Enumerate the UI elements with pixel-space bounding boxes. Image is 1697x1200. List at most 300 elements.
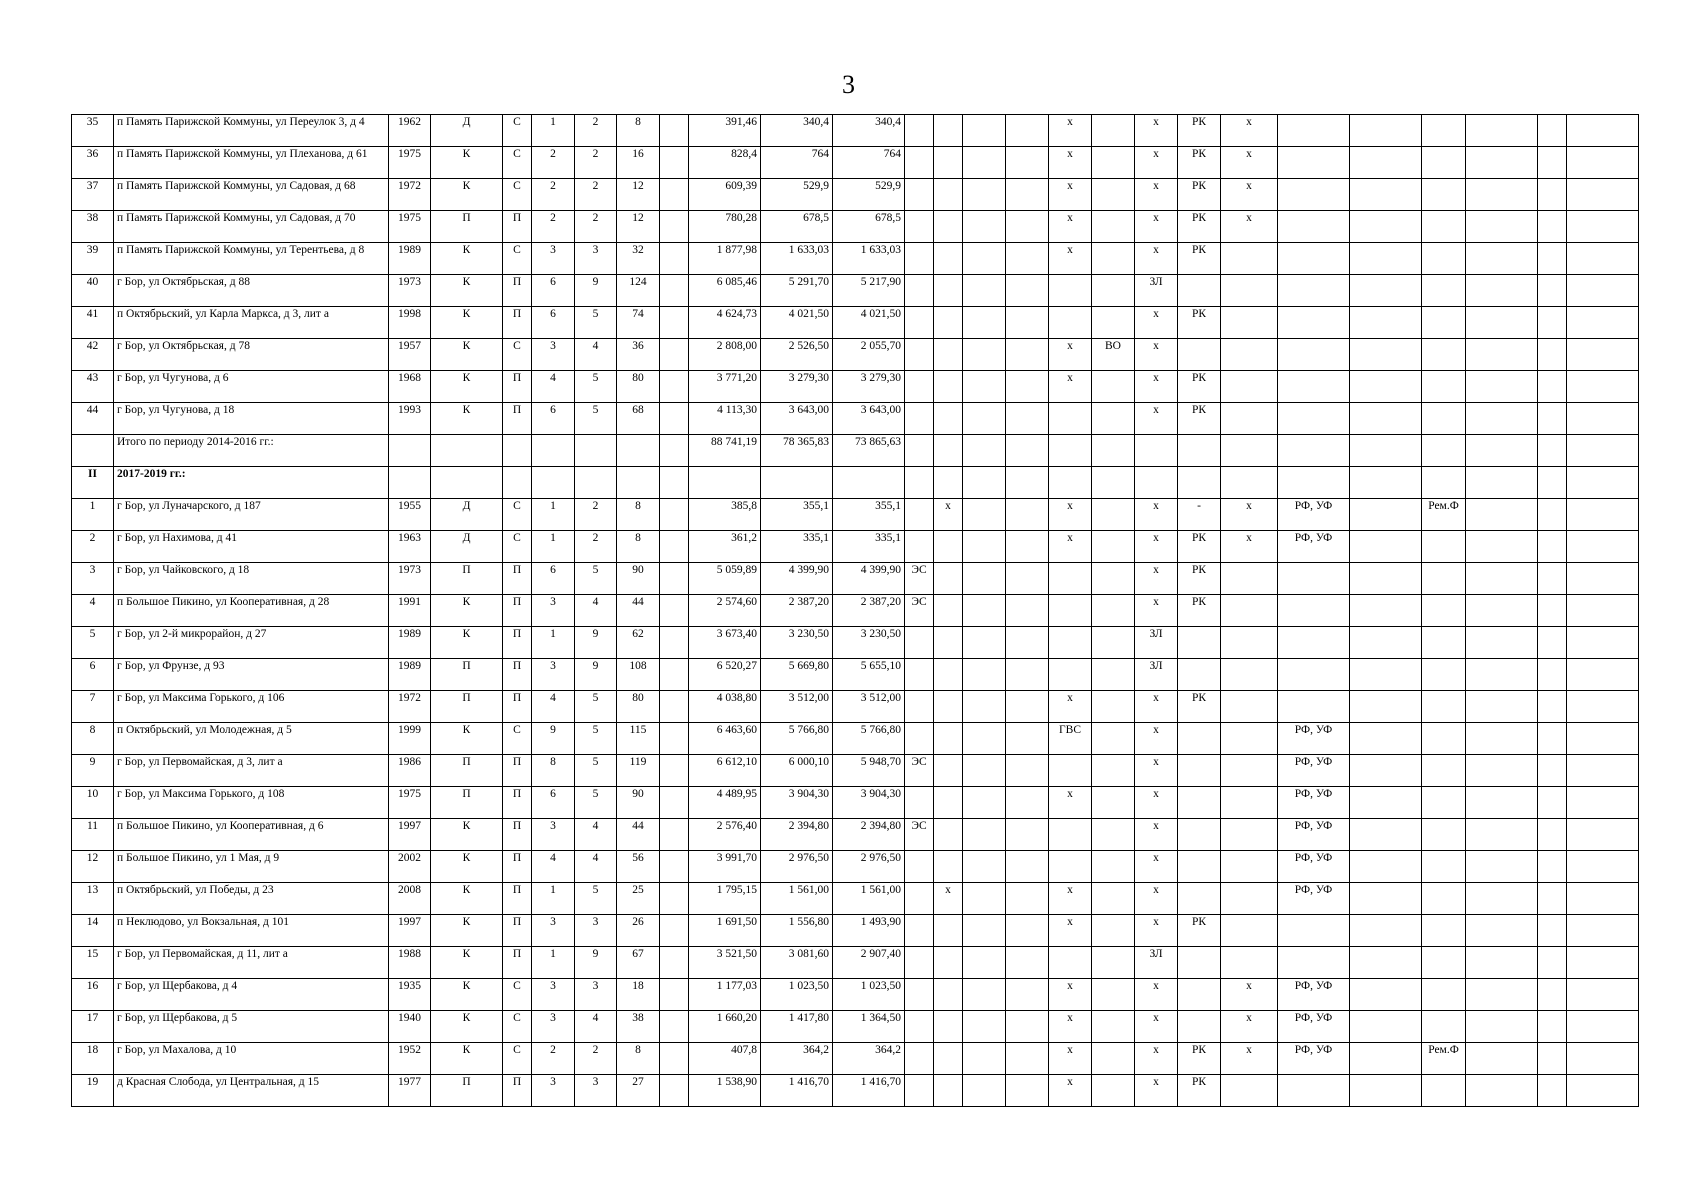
table-cell xyxy=(1538,179,1567,211)
address-cell: п Большое Пикино, ул Кооперативная, д 28 xyxy=(114,595,389,627)
table-cell xyxy=(1350,659,1422,691)
table-cell: х xyxy=(1049,1011,1092,1043)
table-cell: 1 561,00 xyxy=(761,883,833,915)
table-row xyxy=(72,627,1639,659)
table-cell: 5 655,10 xyxy=(833,659,905,691)
table-cell xyxy=(1178,787,1221,819)
table-cell: 16 xyxy=(72,979,114,1011)
table-cell xyxy=(1221,755,1278,787)
table-cell xyxy=(1567,691,1639,723)
table-cell xyxy=(963,563,1006,595)
table-cell xyxy=(660,531,689,563)
table-cell: 5 xyxy=(575,371,617,403)
table-cell: 25 xyxy=(617,883,660,915)
table-cell xyxy=(934,627,963,659)
table-cell: 1955 xyxy=(389,499,431,531)
table-cell xyxy=(1466,1043,1538,1075)
table-cell xyxy=(660,275,689,307)
table-cell xyxy=(905,147,934,179)
address-cell: г Бор, ул Луначарского, д 187 xyxy=(114,499,389,531)
table-cell xyxy=(1092,979,1135,1011)
table-cell: 1963 xyxy=(389,531,431,563)
table-cell: 43 xyxy=(72,371,114,403)
table-cell: х xyxy=(1221,115,1278,147)
table-cell xyxy=(1466,659,1538,691)
table-cell: 73 865,63 xyxy=(833,435,905,467)
table-cell: К xyxy=(431,595,503,627)
table-cell: 3 xyxy=(532,979,575,1011)
table-cell xyxy=(1092,787,1135,819)
table-cell: РФ, УФ xyxy=(1278,883,1350,915)
table-cell: 10 xyxy=(72,787,114,819)
table-cell: П xyxy=(503,851,532,883)
table-cell xyxy=(1567,115,1639,147)
table-cell xyxy=(1006,339,1049,371)
table-cell xyxy=(1278,403,1350,435)
table-cell xyxy=(1006,467,1049,499)
table-cell: 2 xyxy=(575,115,617,147)
table-cell xyxy=(1092,403,1135,435)
table-cell xyxy=(1567,179,1639,211)
table-cell xyxy=(389,467,431,499)
table-cell: 9 xyxy=(575,659,617,691)
table-cell xyxy=(905,883,934,915)
table-cell xyxy=(1567,723,1639,755)
table-cell: 80 xyxy=(617,371,660,403)
address-cell: г Бор, ул Махалова, д 10 xyxy=(114,1043,389,1075)
table-cell: 80 xyxy=(617,691,660,723)
table-cell: 78 365,83 xyxy=(761,435,833,467)
table-cell xyxy=(1466,339,1538,371)
table-cell: 361,2 xyxy=(689,531,761,563)
table-cell xyxy=(963,211,1006,243)
table-cell xyxy=(1178,659,1221,691)
table-cell: 1 xyxy=(532,627,575,659)
table-cell: х xyxy=(1049,979,1092,1011)
table-cell: х xyxy=(1221,1011,1278,1043)
table-cell xyxy=(1567,979,1639,1011)
table-cell: 18 xyxy=(72,1043,114,1075)
table-cell xyxy=(905,723,934,755)
table-cell: РК xyxy=(1178,1043,1221,1075)
table-cell xyxy=(1092,179,1135,211)
table-cell xyxy=(1567,659,1639,691)
address-cell: г Бор, ул Чугунова, д 6 xyxy=(114,371,389,403)
address-cell: п Память Парижской Коммуны, ул Терентьева, д 8 xyxy=(114,243,389,275)
table-cell xyxy=(1006,275,1049,307)
table-cell: ЗЛ xyxy=(1135,627,1178,659)
table-cell xyxy=(1350,307,1422,339)
table-cell xyxy=(1422,819,1466,851)
table-cell xyxy=(934,531,963,563)
table-cell xyxy=(1350,435,1422,467)
table-cell xyxy=(1538,275,1567,307)
table-cell: 764 xyxy=(833,147,905,179)
table-cell xyxy=(1350,179,1422,211)
table-cell xyxy=(963,1011,1006,1043)
table-cell xyxy=(1049,755,1092,787)
table-cell: ЗЛ xyxy=(1135,947,1178,979)
table-cell xyxy=(934,595,963,627)
table-cell xyxy=(1092,307,1135,339)
table-cell xyxy=(1221,595,1278,627)
table-cell: РК xyxy=(1178,211,1221,243)
table-cell: х xyxy=(1135,147,1178,179)
table-cell xyxy=(905,211,934,243)
table-cell xyxy=(1466,787,1538,819)
table-cell xyxy=(1422,563,1466,595)
table-cell: П xyxy=(503,883,532,915)
table-cell: 5 xyxy=(575,755,617,787)
table-cell: К xyxy=(431,627,503,659)
table-cell xyxy=(934,1043,963,1075)
table-cell xyxy=(660,307,689,339)
table-cell: 5 xyxy=(575,563,617,595)
table-cell: ЗЛ xyxy=(1135,659,1178,691)
table-cell xyxy=(1092,243,1135,275)
table-cell xyxy=(963,627,1006,659)
table-cell: х xyxy=(1135,1075,1178,1107)
table-cell: 1 xyxy=(532,883,575,915)
table-cell: РК xyxy=(1178,371,1221,403)
table-cell xyxy=(1278,307,1350,339)
table-cell xyxy=(1178,851,1221,883)
table-cell: РФ, УФ xyxy=(1278,851,1350,883)
table-cell: 4 021,50 xyxy=(761,307,833,339)
table-cell: 62 xyxy=(617,627,660,659)
table-cell xyxy=(1466,435,1538,467)
address-cell: п Октябрьский, ул Молодежная, д 5 xyxy=(114,723,389,755)
table-cell xyxy=(1049,659,1092,691)
table-row xyxy=(72,787,1639,819)
table-cell xyxy=(1006,531,1049,563)
table-cell: 3 xyxy=(72,563,114,595)
table-cell: 3 xyxy=(532,243,575,275)
table-cell xyxy=(1422,435,1466,467)
table-cell: 5 xyxy=(575,723,617,755)
address-cell: п Память Парижской Коммуны, ул Плеханова, д 61 xyxy=(114,147,389,179)
table-cell: 68 xyxy=(617,403,660,435)
table-cell xyxy=(660,1011,689,1043)
table-cell: 2 976,50 xyxy=(761,851,833,883)
table-cell xyxy=(1178,467,1221,499)
table-cell xyxy=(1092,1075,1135,1107)
table-cell xyxy=(905,435,934,467)
table-cell xyxy=(660,595,689,627)
table-cell xyxy=(1422,595,1466,627)
table-cell xyxy=(431,435,503,467)
table-cell xyxy=(963,851,1006,883)
table-cell: 3 xyxy=(575,915,617,947)
table-cell: ЭС xyxy=(905,563,934,595)
table-cell: х xyxy=(1049,499,1092,531)
table-cell xyxy=(1278,243,1350,275)
table-cell xyxy=(934,467,963,499)
table-cell: 9 xyxy=(532,723,575,755)
table-cell xyxy=(1006,403,1049,435)
table-cell: 5 217,90 xyxy=(833,275,905,307)
table-cell: П xyxy=(503,659,532,691)
table-row xyxy=(72,435,1639,467)
table-cell: х xyxy=(1221,979,1278,1011)
table-cell: 1 xyxy=(532,531,575,563)
table-cell xyxy=(1567,883,1639,915)
table-cell xyxy=(1567,339,1639,371)
address-cell: г Бор, ул Щербакова, д 5 xyxy=(114,1011,389,1043)
table-cell xyxy=(1422,147,1466,179)
table-cell xyxy=(1350,147,1422,179)
table-cell: 3 081,60 xyxy=(761,947,833,979)
table-cell xyxy=(905,1075,934,1107)
table-cell: С xyxy=(503,179,532,211)
table-cell: РФ, УФ xyxy=(1278,979,1350,1011)
table-cell xyxy=(1221,659,1278,691)
table-cell xyxy=(934,563,963,595)
table-cell xyxy=(963,179,1006,211)
table-cell: х xyxy=(1135,883,1178,915)
table-cell: 36 xyxy=(617,339,660,371)
table-cell: х xyxy=(1049,339,1092,371)
table-cell: 5 059,89 xyxy=(689,563,761,595)
table-cell: 38 xyxy=(72,211,114,243)
table-cell: К xyxy=(431,1011,503,1043)
table-cell: 1977 xyxy=(389,1075,431,1107)
table-cell xyxy=(934,115,963,147)
table-cell xyxy=(905,979,934,1011)
table-cell: 1 416,70 xyxy=(833,1075,905,1107)
table-cell: 1 364,50 xyxy=(833,1011,905,1043)
table-cell xyxy=(905,787,934,819)
table-cell xyxy=(1567,371,1639,403)
table-cell: К xyxy=(431,275,503,307)
table-cell: х xyxy=(1135,179,1178,211)
table-row xyxy=(72,467,1639,499)
table-cell: 124 xyxy=(617,275,660,307)
table-cell: С xyxy=(503,723,532,755)
table-cell: С xyxy=(503,1011,532,1043)
table-cell xyxy=(1350,979,1422,1011)
table-cell xyxy=(934,691,963,723)
table-cell xyxy=(1006,435,1049,467)
table-cell: ЭС xyxy=(905,755,934,787)
address-cell: п Память Парижской Коммуны, ул Садовая, д 68 xyxy=(114,179,389,211)
table-cell xyxy=(1538,819,1567,851)
table-cell: РФ, УФ xyxy=(1278,819,1350,851)
table-cell: С xyxy=(503,979,532,1011)
table-cell: 8 xyxy=(617,499,660,531)
table-cell: 8 xyxy=(617,1043,660,1075)
table-cell xyxy=(905,659,934,691)
table-cell: П xyxy=(503,307,532,339)
table-cell: 3 771,20 xyxy=(689,371,761,403)
table-cell xyxy=(1350,819,1422,851)
table-cell xyxy=(660,115,689,147)
table-cell: 44 xyxy=(617,595,660,627)
table-cell: 3 643,00 xyxy=(761,403,833,435)
table-cell xyxy=(963,1043,1006,1075)
table-cell: х xyxy=(1049,243,1092,275)
table-cell: 39 xyxy=(72,243,114,275)
table-cell xyxy=(1350,275,1422,307)
table-cell: х xyxy=(1135,531,1178,563)
table-cell xyxy=(1422,531,1466,563)
table-cell: х xyxy=(1135,115,1178,147)
table-cell xyxy=(1567,947,1639,979)
address-cell: д Красная Слобода, ул Центральная, д 15 xyxy=(114,1075,389,1107)
table-cell xyxy=(1135,435,1178,467)
table-cell: 1957 xyxy=(389,339,431,371)
table-cell: 2 976,50 xyxy=(833,851,905,883)
address-cell: г Бор, ул Октябрьская, д 88 xyxy=(114,275,389,307)
table-cell: х xyxy=(1221,499,1278,531)
table-cell xyxy=(905,691,934,723)
table-cell xyxy=(1278,115,1350,147)
table-cell xyxy=(1567,563,1639,595)
table-cell: ГВС xyxy=(1049,723,1092,755)
table-cell xyxy=(1006,499,1049,531)
table-cell xyxy=(1466,211,1538,243)
table-cell: х xyxy=(1135,371,1178,403)
table-cell xyxy=(963,659,1006,691)
table-cell xyxy=(660,147,689,179)
table-cell xyxy=(1049,819,1092,851)
table-cell: 1988 xyxy=(389,947,431,979)
table-cell: 9 xyxy=(72,755,114,787)
table-cell xyxy=(905,915,934,947)
table-cell: II xyxy=(72,467,114,499)
table-cell xyxy=(1178,723,1221,755)
table-cell xyxy=(1278,467,1350,499)
table-cell xyxy=(905,851,934,883)
table-cell: 385,8 xyxy=(689,499,761,531)
table-cell: х xyxy=(1135,307,1178,339)
table-cell: 335,1 xyxy=(833,531,905,563)
table-cell xyxy=(905,627,934,659)
address-cell: п Октябрьский, ул Карла Маркса, д 3, лит а xyxy=(114,307,389,339)
table-cell: К xyxy=(431,1043,503,1075)
table-cell xyxy=(1221,371,1278,403)
table-cell: П xyxy=(503,1075,532,1107)
table-cell xyxy=(1092,1043,1135,1075)
table-cell: 37 xyxy=(72,179,114,211)
table-cell xyxy=(1538,211,1567,243)
table-cell: П xyxy=(431,755,503,787)
table-cell xyxy=(689,467,761,499)
table-row xyxy=(72,883,1639,915)
table-cell: Рем.Ф xyxy=(1422,1043,1466,1075)
table-cell xyxy=(1350,851,1422,883)
table-cell: 6 000,10 xyxy=(761,755,833,787)
table-cell: 678,5 xyxy=(833,211,905,243)
table-cell: 1 417,80 xyxy=(761,1011,833,1043)
table-cell: 2 574,60 xyxy=(689,595,761,627)
table-cell xyxy=(1466,307,1538,339)
table-cell: ВО xyxy=(1092,339,1135,371)
table-cell xyxy=(1466,819,1538,851)
table-cell: РК xyxy=(1178,179,1221,211)
table-cell xyxy=(1350,531,1422,563)
table-cell xyxy=(1466,275,1538,307)
table-cell: К xyxy=(431,307,503,339)
table-cell: 1998 xyxy=(389,307,431,339)
table-cell: 4 038,80 xyxy=(689,691,761,723)
table-cell: П xyxy=(431,1075,503,1107)
table-cell xyxy=(1466,371,1538,403)
table-cell: 6 085,46 xyxy=(689,275,761,307)
table-cell: х xyxy=(1135,211,1178,243)
table-cell: 1935 xyxy=(389,979,431,1011)
table-cell xyxy=(1049,467,1092,499)
table-cell: РФ, УФ xyxy=(1278,1011,1350,1043)
table-cell: 1999 xyxy=(389,723,431,755)
table-cell xyxy=(963,979,1006,1011)
table-cell xyxy=(1006,755,1049,787)
table-cell: 1940 xyxy=(389,1011,431,1043)
table-cell xyxy=(1221,275,1278,307)
table-cell xyxy=(934,403,963,435)
table-cell: х xyxy=(1049,915,1092,947)
table-cell xyxy=(1221,563,1278,595)
table-cell xyxy=(1350,243,1422,275)
table-cell xyxy=(1278,1075,1350,1107)
table-cell xyxy=(1538,915,1567,947)
table-cell xyxy=(660,435,689,467)
table-cell xyxy=(1092,371,1135,403)
table-cell: х xyxy=(1049,371,1092,403)
table-cell xyxy=(1350,403,1422,435)
table-cell: 1986 xyxy=(389,755,431,787)
table-cell xyxy=(1422,339,1466,371)
table-row xyxy=(72,755,1639,787)
table-cell: 5 766,80 xyxy=(761,723,833,755)
table-cell xyxy=(1422,979,1466,1011)
table-row xyxy=(72,275,1639,307)
table-cell xyxy=(1538,435,1567,467)
table-cell xyxy=(1006,883,1049,915)
table-cell: 1952 xyxy=(389,1043,431,1075)
table-cell xyxy=(1466,627,1538,659)
table-cell: 3 xyxy=(575,979,617,1011)
table-cell xyxy=(905,275,934,307)
address-cell: 2017-2019 гг.: xyxy=(114,467,389,499)
table-cell xyxy=(934,755,963,787)
table-cell: 5 xyxy=(72,627,114,659)
table-cell: С xyxy=(503,531,532,563)
table-cell: 3 xyxy=(532,1075,575,1107)
table-cell: 8 xyxy=(617,115,660,147)
table-cell xyxy=(1221,947,1278,979)
table-cell: х xyxy=(1135,979,1178,1011)
table-cell xyxy=(905,115,934,147)
table-cell xyxy=(1567,467,1639,499)
table-cell xyxy=(1350,563,1422,595)
table-cell: 4 xyxy=(575,595,617,627)
table-cell xyxy=(1092,915,1135,947)
table-cell: С xyxy=(503,339,532,371)
table-cell: х xyxy=(1135,1011,1178,1043)
table-cell: 1962 xyxy=(389,115,431,147)
table-cell xyxy=(1567,755,1639,787)
table-cell xyxy=(934,1075,963,1107)
table-cell: 3 230,50 xyxy=(761,627,833,659)
table-cell xyxy=(1350,627,1422,659)
table-cell xyxy=(1538,1043,1567,1075)
table-cell xyxy=(1466,467,1538,499)
table-cell xyxy=(1567,851,1639,883)
table-cell: 2 xyxy=(575,1043,617,1075)
table-cell: 3 512,00 xyxy=(833,691,905,723)
table-cell: РК xyxy=(1178,147,1221,179)
